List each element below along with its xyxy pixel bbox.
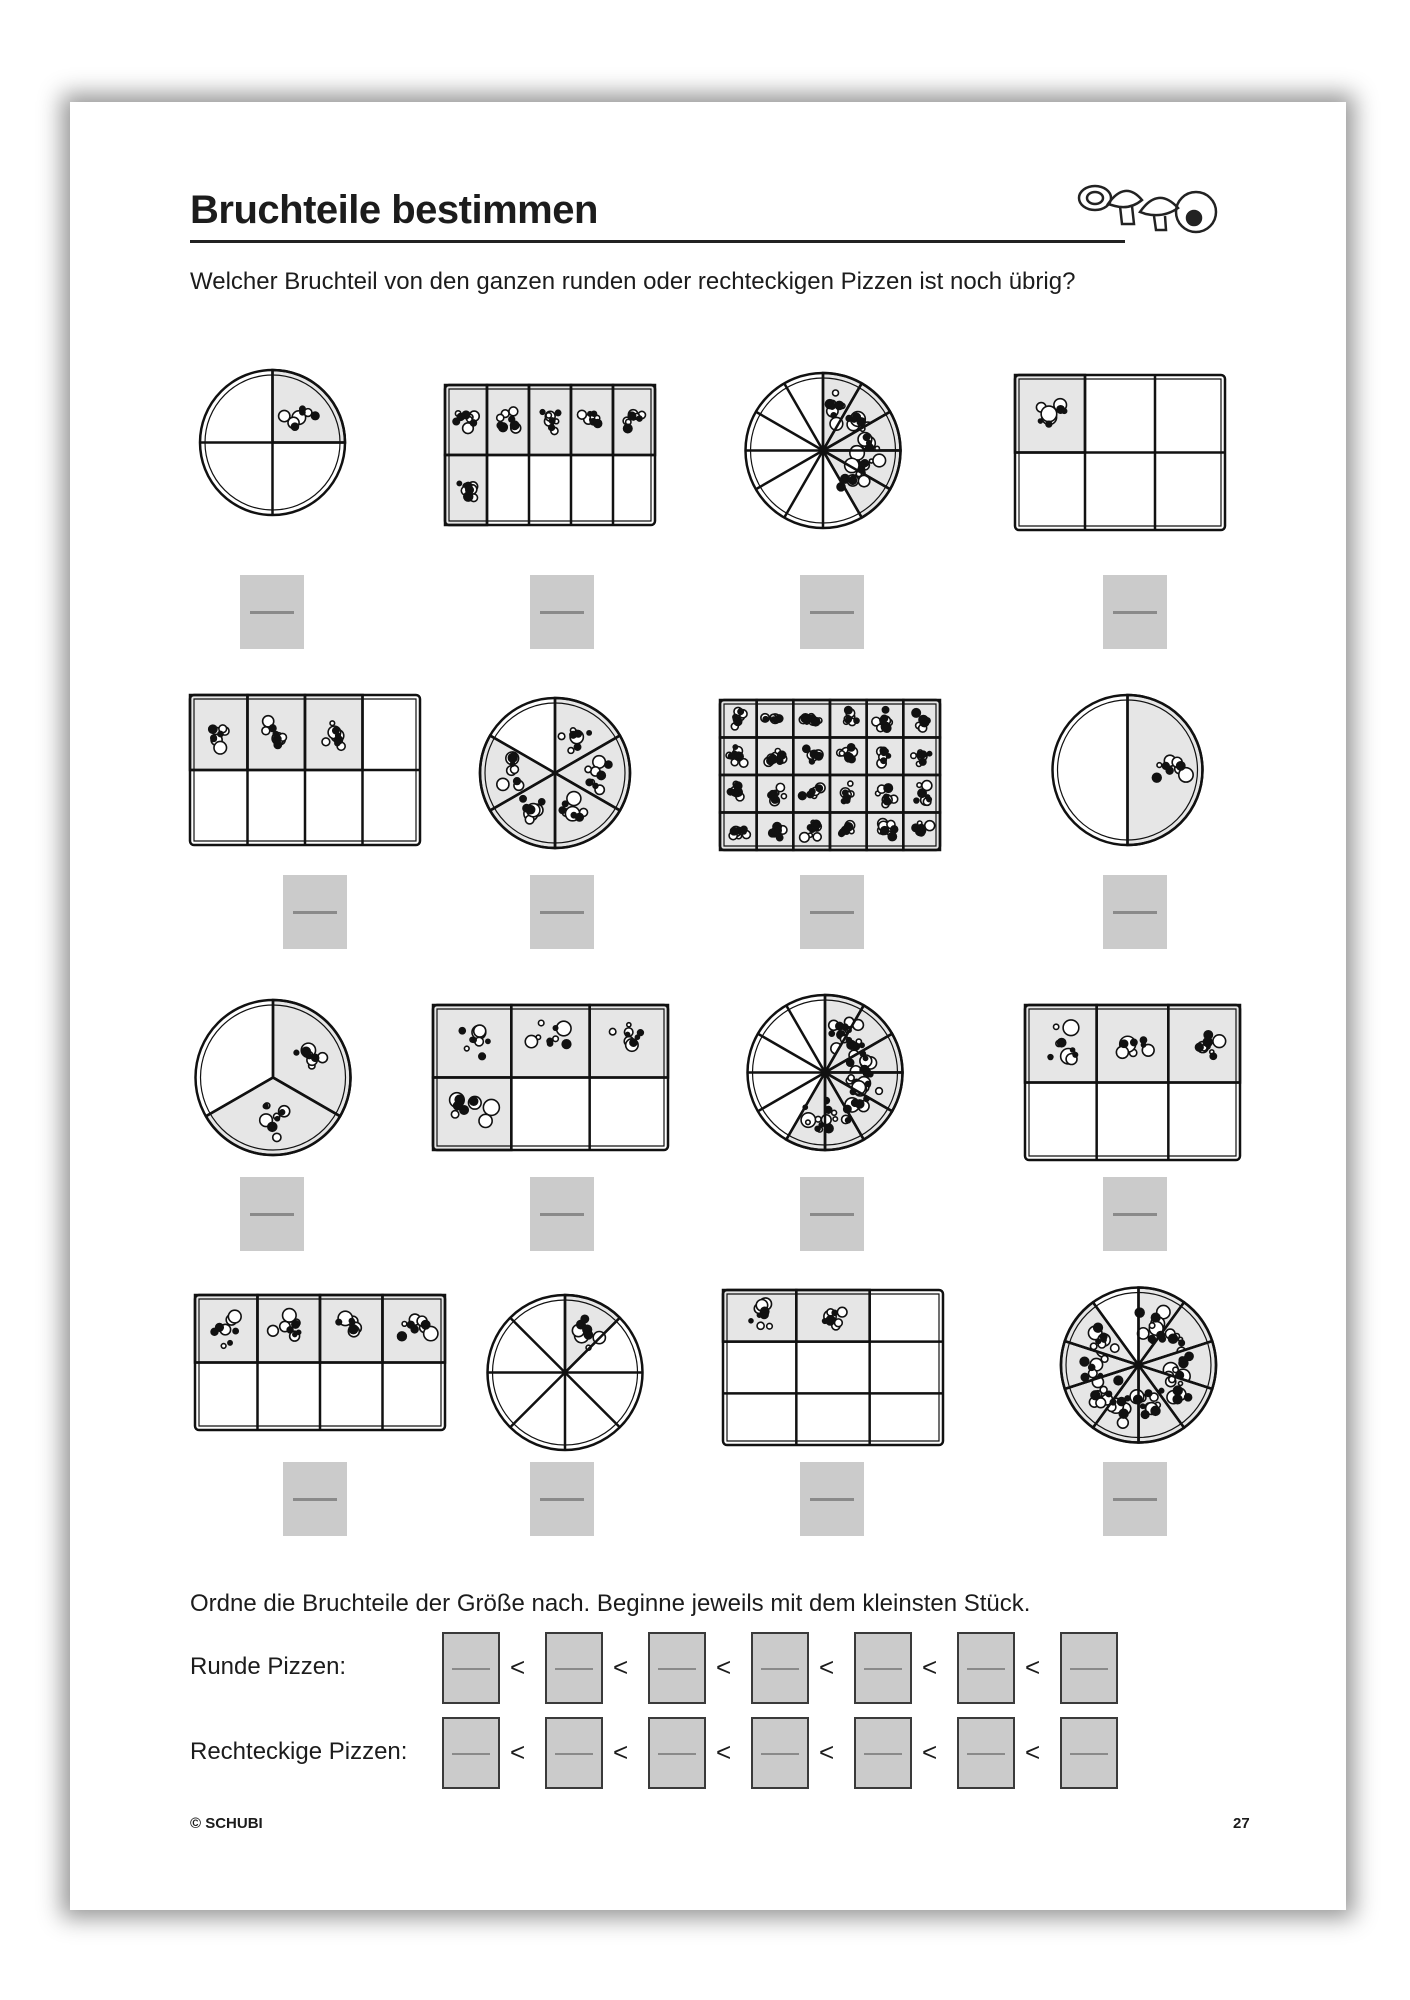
pizza-rect-7 [715,695,945,855]
less-than-sign: < [716,1737,732,1767]
fraction-answer-box-2[interactable] [530,575,594,649]
less-than-sign: < [1025,1652,1041,1682]
pizza-rect-2 [440,380,660,530]
fraction-answer-box-15[interactable] [800,1462,864,1536]
fraction-answer-box-4[interactable] [1103,575,1167,649]
fraction-answer-box-8[interactable] [1103,875,1167,949]
page-number: 27 [1233,1815,1250,1832]
fraction-answer-box-16[interactable] [1103,1462,1167,1536]
rect-order-box-5[interactable] [854,1717,912,1789]
fraction-answer-box-3[interactable] [800,575,864,649]
less-than-sign: < [922,1652,938,1682]
fraction-answer-box-14[interactable] [530,1462,594,1536]
rect-order-box-4[interactable] [751,1717,809,1789]
fraction-answer-box-6[interactable] [530,875,594,949]
fraction-answer-box-12[interactable] [1103,1177,1167,1251]
round-order-box-3[interactable] [648,1632,706,1704]
rect-order-box-7[interactable] [1060,1717,1118,1789]
less-than-sign: < [1025,1737,1041,1767]
pizza-round-14 [480,1290,650,1455]
pizza-round-3 [738,368,908,533]
question-text: Welcher Bruchteil von den ganzen runden oder rechteckigen Pizzen ist noch übrig? [190,268,1076,295]
rect-order-box-1[interactable] [442,1717,500,1789]
fraction-answer-box-10[interactable] [530,1177,594,1251]
less-than-sign: < [819,1737,835,1767]
ordering-instruction: Ordne die Bruchteile der Größe nach. Beginne jeweils mit dem kleinsten Stück. [190,1590,1031,1617]
pizza-round-8 [1040,690,1215,850]
pizza-rect-15 [718,1285,948,1450]
title-underline [190,240,1125,243]
rect-order-box-6[interactable] [957,1717,1015,1789]
less-than-sign: < [510,1737,526,1767]
fraction-answer-box-9[interactable] [240,1177,304,1251]
less-than-sign: < [510,1652,526,1682]
round-pizzas-label: Runde Pizzen: [190,1653,347,1680]
round-order-box-7[interactable] [1060,1632,1118,1704]
round-order-box-1[interactable] [442,1632,500,1704]
round-order-box-2[interactable] [545,1632,603,1704]
pizza-rect-12 [1020,1000,1245,1165]
round-order-box-5[interactable] [854,1632,912,1704]
round-order-box-4[interactable] [751,1632,809,1704]
rect-pizzas-label: Rechteckige Pizzen: [190,1738,408,1765]
less-than-sign: < [716,1652,732,1682]
pizza-round-9 [188,995,358,1160]
round-order-box-6[interactable] [957,1632,1015,1704]
copyright: © SCHUBI [190,1815,263,1832]
pizza-round-1 [190,365,355,520]
page-title: Bruchteile bestimmen [190,188,598,232]
less-than-sign: < [819,1652,835,1682]
less-than-sign: < [613,1652,629,1682]
fraction-answer-box-11[interactable] [800,1177,864,1251]
fraction-answer-box-13[interactable] [283,1462,347,1536]
fraction-answer-box-5[interactable] [283,875,347,949]
pizza-rect-10 [428,1000,673,1155]
pizza-round-6 [470,693,640,853]
fraction-answer-box-7[interactable] [800,875,864,949]
pizza-rect-4 [1010,370,1230,535]
pizza-rect-5 [185,690,425,850]
pizza-rect-13 [190,1290,450,1435]
rect-order-box-2[interactable] [545,1717,603,1789]
rect-order-box-3[interactable] [648,1717,706,1789]
mushroom-icon [1070,172,1230,242]
less-than-sign: < [613,1737,629,1767]
pizza-round-11 [740,990,910,1155]
fraction-answer-box-1[interactable] [240,575,304,649]
less-than-sign: < [922,1737,938,1767]
pizza-round-16 [1056,1280,1221,1450]
